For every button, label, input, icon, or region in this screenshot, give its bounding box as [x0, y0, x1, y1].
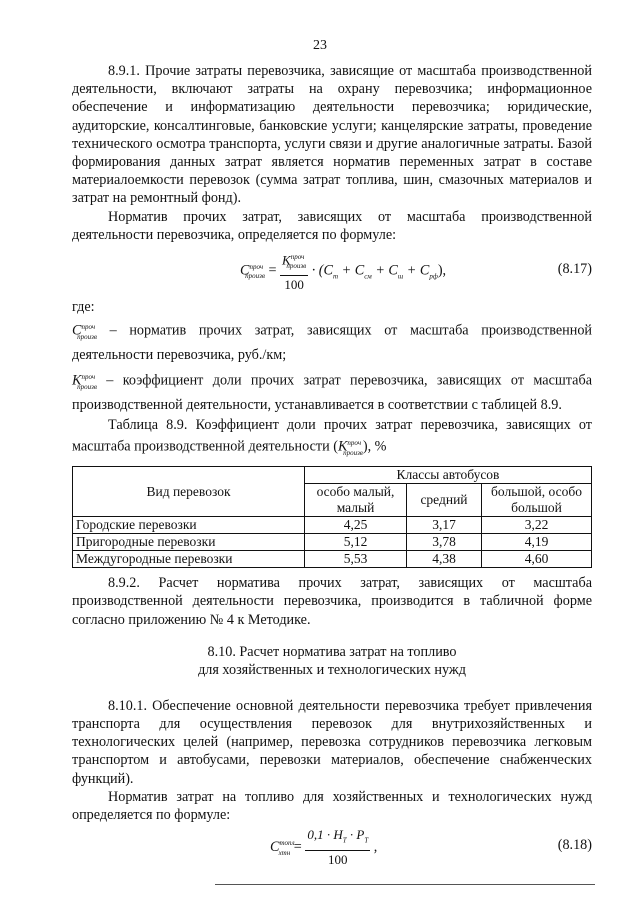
table-header-large: большой, особо большой	[482, 484, 592, 517]
definition-1: $C^{проч}_{произв}$ – норматив прочих затрат, зависящих от масштаба производственной деятельности перевозчика, руб./км;	[72, 322, 593, 363]
table-header-medium: средний	[407, 484, 482, 517]
table-row: Междугородные перевозки 5,53 4,38 4,60	[73, 551, 592, 568]
formula-8-18: $C^{топл}_{хтн}$ = $\frac{0,1 \cdot H_Т \cdot P_Т}{100}$ , (8.18)	[72, 824, 592, 868]
definition-2: $K^{проч}_{произв}$ – коэффициент доли прочих затрат перевозчика, зависящих от масштаба производственной деятельности, устанавливается в соответствии с таблицей 8.9.	[72, 372, 592, 413]
table-caption: Таблица 8.9. Коэффициент доли прочих затрат перевозчика, зависящих от масштаба производственной деятельности $(K^{проч}_{произв})$, %	[72, 417, 592, 457]
coefficient-table	[72, 466, 592, 568]
formula-number: (8.17)	[557, 261, 592, 278]
table-row: Пригородные перевозки 5,12 3,78 4,19	[73, 534, 592, 551]
formula-8-17: $C^{проч}_{произв}$ = $\frac{K^{проч}_{произв}}{100}$ · $(C_т + C_{см} + C_ш + C_{рф})$, (8.17)	[72, 244, 592, 298]
page-number: 23	[313, 38, 327, 53]
formula-fraction: $\frac{K^{проч}_{произв}}{100}$	[280, 248, 308, 294]
page-bottom-line	[215, 884, 595, 885]
table-header-small: особо малый, малый	[305, 484, 407, 517]
document-body	[72, 62, 592, 868]
paragraph-8-9-2: 8.9.2. Расчет норматива прочих затрат, зависящих от масштаба производственной деятельности перевозчика, производится в табличной форме согласно приложению № 4 к Методике.	[72, 575, 592, 628]
table-row: Городские перевозки 4,25 3,17 3,22	[73, 517, 592, 534]
where-label: где:	[72, 299, 95, 316]
formula-lhs: C	[240, 262, 250, 279]
table-header-type: Вид перевозок	[73, 467, 305, 517]
paragraph-formula2-intro: Норматив затрат на топливо для хозяйственных и технологических нужд определяется по формуле:	[72, 788, 592, 823]
table-header-group: Классы автобусов	[305, 467, 592, 484]
paragraph-8-9-1: 8.9.1. Прочие затраты перевозчика, зависящие от масштаба производственной деятельности, включают затраты на охрану перевозчика; информационное обеспечение и информатизацию деятельности перевозчика; юридические, аудиторские, консалтинговые, банковские услуги; канцелярские затраты, проведение технического осмотра транспорта, услуги связи и другие аналогичные затраты. Базой формирования данных затрат является норматив переменных затрат в составе материалоемкости перевозок (сумма затрат топлива, шин, смазочных материалов и затрат на ремонтный фонд).	[72, 63, 592, 207]
paragraph-formula-intro: Норматив прочих затрат, зависящих от масштаба производственной деятельности перевозчика, определяется по формуле:	[72, 208, 592, 243]
paragraph-8-10-1: 8.10.1. Обеспечение основной деятельности перевозчика требует привлечения транспорта для осуществления перевозок для внутрихозяйственных и технологических целей (например, перевозка сотрудников перевозчика легковым транспортом и автобусами, перевозки материалов, обеспечение снабженческих функций).	[72, 697, 592, 787]
formula2-number: (8.18)	[557, 837, 592, 854]
formula2-fraction: $\frac{0,1 \cdot H_Т \cdot P_Т}{100}$	[307, 827, 369, 867]
section-heading: 8.10. Расчет норматива затрат на топливо для хозяйственных и технологических нужд	[198, 643, 466, 678]
